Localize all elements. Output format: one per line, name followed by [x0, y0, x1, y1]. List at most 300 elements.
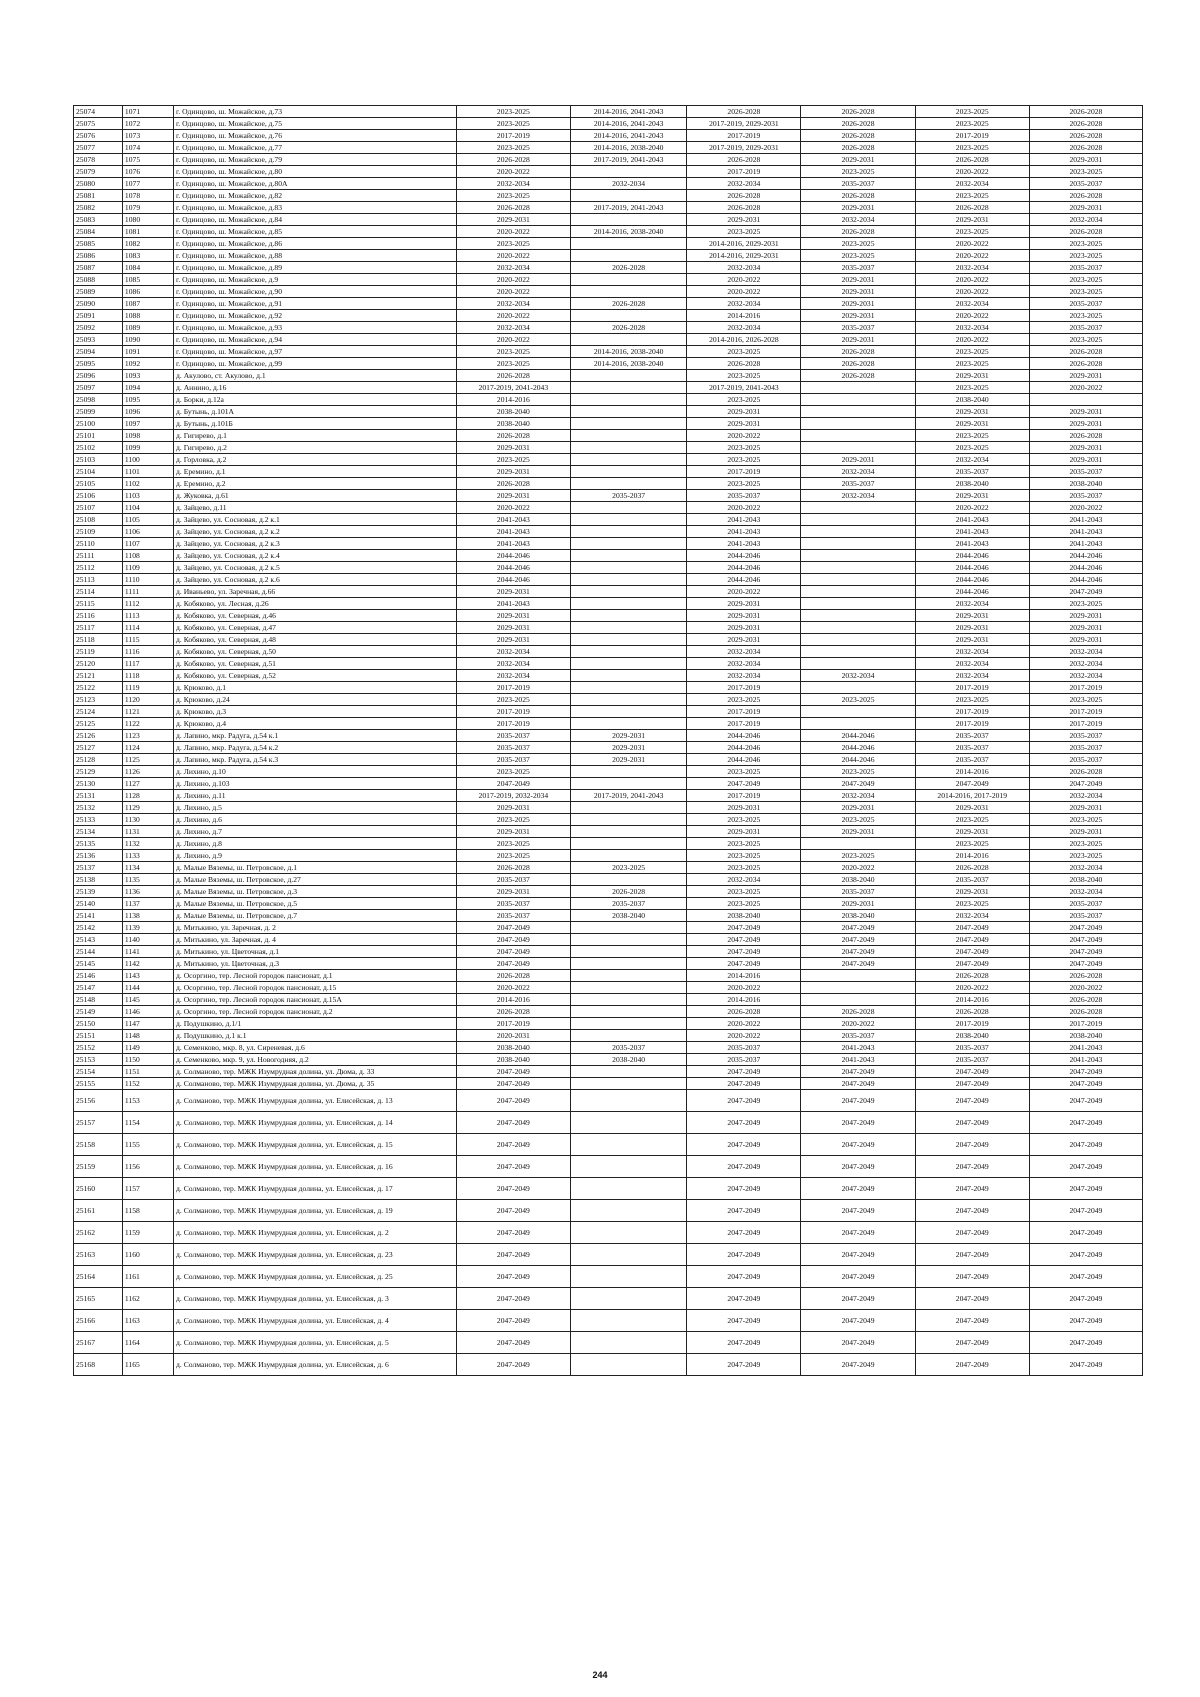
- period-cell-4: [801, 394, 915, 406]
- row-number-cell: 1140: [122, 934, 173, 946]
- period-cell-1: 2023-2025: [456, 766, 570, 778]
- table-row: [74, 1054, 1143, 1066]
- period-cell-2: 2038-2040: [570, 910, 686, 922]
- period-cell-5: 2047-2049: [915, 1178, 1029, 1200]
- period-cell-3: 2029-2031: [687, 826, 801, 838]
- row-id-cell: 25150: [74, 1018, 123, 1030]
- period-cell-5: 2017-2019: [915, 682, 1029, 694]
- period-cell-5: 2023-2025: [915, 838, 1029, 850]
- table-row: [74, 766, 1143, 778]
- period-cell-5: 2023-2025: [915, 106, 1029, 118]
- period-cell-2: [570, 706, 686, 718]
- row-id-cell: 25095: [74, 358, 123, 370]
- row-id-cell: 25108: [74, 514, 123, 526]
- period-cell-1: 2038-2040: [456, 406, 570, 418]
- period-cell-3: 2020-2022: [687, 286, 801, 298]
- table-row: [74, 910, 1143, 922]
- row-number-cell: 1095: [122, 394, 173, 406]
- row-number-cell: 1071: [122, 106, 173, 118]
- period-cell-2: [570, 1288, 686, 1310]
- period-cell-2: 2035-2037: [570, 898, 686, 910]
- address-cell: г. Одинцово, ш. Можайское, д.80А: [174, 178, 457, 190]
- period-cell-3: 2023-2025: [687, 454, 801, 466]
- address-cell: д. Крюково, д.3: [174, 706, 457, 718]
- period-cell-1: 2026-2028: [456, 478, 570, 490]
- address-cell: д. Кобяково, ул. Северная, д.51: [174, 658, 457, 670]
- row-number-cell: 1123: [122, 730, 173, 742]
- schedule-table: [73, 105, 1143, 1376]
- period-cell-1: 2035-2037: [456, 754, 570, 766]
- period-cell-3: 2020-2022: [687, 1030, 801, 1042]
- period-cell-3: 2047-2049: [687, 1156, 801, 1178]
- address-cell: д. Солманово, тер. МЖК Изумрудная долина, ул. Елисейская, д. 4: [174, 1310, 457, 1332]
- row-number-cell: 1138: [122, 910, 173, 922]
- period-cell-1: 2047-2049: [456, 1310, 570, 1332]
- period-cell-6: 2029-2031: [1029, 202, 1142, 214]
- period-cell-4: [801, 598, 915, 610]
- period-cell-2: 2017-2019, 2041-2043: [570, 202, 686, 214]
- period-cell-5: 2032-2034: [915, 298, 1029, 310]
- period-cell-3: 2014-2016, 2029-2031: [687, 250, 801, 262]
- period-cell-2: [570, 850, 686, 862]
- period-cell-3: 2035-2037: [687, 490, 801, 502]
- address-cell: г. Одинцово, ш. Можайское, д.91: [174, 298, 457, 310]
- period-cell-1: 2047-2049: [456, 1354, 570, 1376]
- address-cell: д. Зайцево, д.11: [174, 502, 457, 514]
- period-cell-2: [570, 526, 686, 538]
- table-row: [74, 670, 1143, 682]
- row-number-cell: 1116: [122, 646, 173, 658]
- row-id-cell: 25134: [74, 826, 123, 838]
- period-cell-6: 2026-2028: [1029, 226, 1142, 238]
- period-cell-4: 2029-2031: [801, 286, 915, 298]
- period-cell-2: [570, 1030, 686, 1042]
- address-cell: г. Одинцово, ш. Можайское, д.88: [174, 250, 457, 262]
- period-cell-6: [1029, 394, 1142, 406]
- period-cell-2: [570, 466, 686, 478]
- period-cell-5: 2047-2049: [915, 1354, 1029, 1376]
- period-cell-1: 2029-2031: [456, 622, 570, 634]
- row-id-cell: 25152: [74, 1042, 123, 1054]
- period-cell-6: 2047-2049: [1029, 1310, 1142, 1332]
- period-cell-2: [570, 442, 686, 454]
- period-cell-5: 2038-2040: [915, 394, 1029, 406]
- period-cell-3: 2020-2022: [687, 502, 801, 514]
- period-cell-5: 2029-2031: [915, 622, 1029, 634]
- table-row: [74, 622, 1143, 634]
- address-cell: д. Солманово, тер. МЖК Изумрудная долина, ул. Елисейская, д. 23: [174, 1244, 457, 1266]
- period-cell-1: 2032-2034: [456, 670, 570, 682]
- period-cell-3: 2032-2034: [687, 658, 801, 670]
- row-number-cell: 1115: [122, 634, 173, 646]
- period-cell-2: [570, 814, 686, 826]
- table-row: [74, 1090, 1143, 1112]
- address-cell: д. Подушкино, д.1 к.1: [174, 1030, 457, 1042]
- table-row: [74, 1112, 1143, 1134]
- table-row: [74, 358, 1143, 370]
- period-cell-1: 2047-2049: [456, 778, 570, 790]
- address-cell: д. Жуковка, д.61: [174, 490, 457, 502]
- period-cell-1: 2047-2049: [456, 1066, 570, 1078]
- period-cell-3: 2017-2019: [687, 682, 801, 694]
- row-number-cell: 1096: [122, 406, 173, 418]
- table-row: [74, 346, 1143, 358]
- period-cell-5: 2014-2016: [915, 994, 1029, 1006]
- row-number-cell: 1111: [122, 586, 173, 598]
- address-cell: д. Кобяково, ул. Северная, д.46: [174, 610, 457, 622]
- period-cell-2: 2023-2025: [570, 862, 686, 874]
- address-cell: д. Солманово, тер. МЖК Изумрудная долина, ул. Елисейская, д. 16: [174, 1156, 457, 1178]
- table-row: [74, 250, 1143, 262]
- period-cell-5: 2047-2049: [915, 922, 1029, 934]
- period-cell-5: 2047-2049: [915, 1112, 1029, 1134]
- period-cell-3: 2032-2034: [687, 178, 801, 190]
- period-cell-3: 2032-2034: [687, 646, 801, 658]
- address-cell: д. Солманово, тер. МЖК Изумрудная долина, ул. Елисейская, д. 25: [174, 1266, 457, 1288]
- period-cell-3: 2032-2034: [687, 262, 801, 274]
- row-number-cell: 1097: [122, 418, 173, 430]
- address-cell: д. Солманово, тер. МЖК Изумрудная долина, ул. Елисейская, д. 2: [174, 1222, 457, 1244]
- period-cell-4: 2023-2025: [801, 694, 915, 706]
- period-cell-4: [801, 550, 915, 562]
- period-cell-4: 2029-2031: [801, 274, 915, 286]
- row-id-cell: 25101: [74, 430, 123, 442]
- period-cell-5: 2026-2028: [915, 862, 1029, 874]
- period-cell-1: 2017-2019: [456, 130, 570, 142]
- period-cell-1: 2047-2049: [456, 1134, 570, 1156]
- table-row: [74, 502, 1143, 514]
- period-cell-2: [570, 802, 686, 814]
- row-number-cell: 1161: [122, 1266, 173, 1288]
- period-cell-1: 2047-2049: [456, 1178, 570, 1200]
- period-cell-6: 2047-2049: [1029, 778, 1142, 790]
- period-cell-6: 2047-2049: [1029, 946, 1142, 958]
- period-cell-1: 2020-2022: [456, 310, 570, 322]
- table-row: [74, 418, 1143, 430]
- period-cell-1: 2029-2031: [456, 214, 570, 226]
- period-cell-5: 2035-2037: [915, 1042, 1029, 1054]
- period-cell-6: 2032-2034: [1029, 646, 1142, 658]
- table-row: [74, 190, 1143, 202]
- period-cell-4: 2035-2037: [801, 478, 915, 490]
- period-cell-2: [570, 430, 686, 442]
- period-cell-6: 2023-2025: [1029, 694, 1142, 706]
- period-cell-5: 2047-2049: [915, 958, 1029, 970]
- period-cell-4: 2047-2049: [801, 1178, 915, 1200]
- period-cell-3: 2047-2049: [687, 1332, 801, 1354]
- row-id-cell: 25088: [74, 274, 123, 286]
- period-cell-4: 2047-2049: [801, 1156, 915, 1178]
- period-cell-1: 2047-2049: [456, 1222, 570, 1244]
- period-cell-4: 2047-2049: [801, 1310, 915, 1332]
- period-cell-2: [570, 574, 686, 586]
- period-cell-6: 2035-2037: [1029, 910, 1142, 922]
- period-cell-6: 2047-2049: [1029, 1090, 1142, 1112]
- period-cell-6: 2023-2025: [1029, 250, 1142, 262]
- period-cell-3: 2041-2043: [687, 514, 801, 526]
- row-id-cell: 25104: [74, 466, 123, 478]
- table-row: [74, 1288, 1143, 1310]
- row-id-cell: 25080: [74, 178, 123, 190]
- period-cell-2: 2035-2037: [570, 490, 686, 502]
- period-cell-5: 2029-2031: [915, 886, 1029, 898]
- table-row: [74, 898, 1143, 910]
- period-cell-2: [570, 310, 686, 322]
- row-number-cell: 1160: [122, 1244, 173, 1266]
- period-cell-6: 2038-2040: [1029, 874, 1142, 886]
- address-cell: д. Малые Вяземы, ш. Петровское, д.5: [174, 898, 457, 910]
- table-row: [74, 1310, 1143, 1332]
- period-cell-1: 2017-2019: [456, 682, 570, 694]
- table-row: [74, 874, 1143, 886]
- row-id-cell: 25089: [74, 286, 123, 298]
- schedule-table-body: [74, 106, 1143, 1376]
- address-cell: г. Одинцово, ш. Можайское, д.85: [174, 226, 457, 238]
- period-cell-6: 2029-2031: [1029, 418, 1142, 430]
- period-cell-3: 2047-2049: [687, 1078, 801, 1090]
- period-cell-6: 2047-2049: [1029, 1112, 1142, 1134]
- row-id-cell: 25146: [74, 970, 123, 982]
- period-cell-4: [801, 982, 915, 994]
- period-cell-4: 2026-2028: [801, 118, 915, 130]
- period-cell-1: 2032-2034: [456, 262, 570, 274]
- period-cell-1: 2020-2022: [456, 166, 570, 178]
- row-id-cell: 25093: [74, 334, 123, 346]
- period-cell-1: 2023-2025: [456, 190, 570, 202]
- period-cell-3: 2023-2025: [687, 850, 801, 862]
- period-cell-1: 2032-2034: [456, 298, 570, 310]
- period-cell-6: 2023-2025: [1029, 850, 1142, 862]
- period-cell-4: 2029-2031: [801, 334, 915, 346]
- row-number-cell: 1087: [122, 298, 173, 310]
- period-cell-1: 2023-2025: [456, 346, 570, 358]
- period-cell-2: [570, 718, 686, 730]
- address-cell: д. Зайцево, ул. Сосновая, д.2 к.1: [174, 514, 457, 526]
- period-cell-4: 2047-2049: [801, 1078, 915, 1090]
- table-row: [74, 970, 1143, 982]
- period-cell-2: 2026-2028: [570, 886, 686, 898]
- period-cell-6: 2029-2031: [1029, 442, 1142, 454]
- period-cell-5: 2023-2025: [915, 118, 1029, 130]
- period-cell-6: 2023-2025: [1029, 814, 1142, 826]
- row-id-cell: 25151: [74, 1030, 123, 1042]
- row-number-cell: 1128: [122, 790, 173, 802]
- period-cell-4: 2047-2049: [801, 1112, 915, 1134]
- row-id-cell: 25164: [74, 1266, 123, 1288]
- row-number-cell: 1082: [122, 238, 173, 250]
- address-cell: д. Осоргино, тер. Лесной городок пансионат, д.15А: [174, 994, 457, 1006]
- address-cell: д. Еремино, д.2: [174, 478, 457, 490]
- row-number-cell: 1122: [122, 718, 173, 730]
- period-cell-4: [801, 658, 915, 670]
- period-cell-1: 2047-2049: [456, 1288, 570, 1310]
- table-row: [74, 430, 1143, 442]
- address-cell: д. Бутынь, д.101Б: [174, 418, 457, 430]
- period-cell-3: 2020-2022: [687, 982, 801, 994]
- row-number-cell: 1099: [122, 442, 173, 454]
- period-cell-1: 2041-2043: [456, 514, 570, 526]
- table-row: [74, 778, 1143, 790]
- address-cell: д. Иваньево, ул. Заречная, д.66: [174, 586, 457, 598]
- period-cell-2: [570, 766, 686, 778]
- period-cell-2: [570, 334, 686, 346]
- period-cell-3: 2047-2049: [687, 1178, 801, 1200]
- address-cell: д. Солманово, тер. МЖК Изумрудная долина, ул. Елисейская, д. 14: [174, 1112, 457, 1134]
- period-cell-6: 2044-2046: [1029, 574, 1142, 586]
- period-cell-1: 2026-2028: [456, 1006, 570, 1018]
- row-id-cell: 25158: [74, 1134, 123, 1156]
- row-number-cell: 1143: [122, 970, 173, 982]
- period-cell-5: 2026-2028: [915, 1006, 1029, 1018]
- period-cell-6: 2035-2037: [1029, 298, 1142, 310]
- row-id-cell: 25119: [74, 646, 123, 658]
- period-cell-3: 2029-2031: [687, 610, 801, 622]
- row-number-cell: 1119: [122, 682, 173, 694]
- row-number-cell: 1145: [122, 994, 173, 1006]
- period-cell-6: 2047-2049: [1029, 1332, 1142, 1354]
- period-cell-5: 2047-2049: [915, 1134, 1029, 1156]
- period-cell-5: 2032-2034: [915, 646, 1029, 658]
- period-cell-5: 2026-2028: [915, 970, 1029, 982]
- row-id-cell: 25140: [74, 898, 123, 910]
- period-cell-5: 2023-2025: [915, 346, 1029, 358]
- period-cell-4: 2047-2049: [801, 922, 915, 934]
- period-cell-6: 2026-2028: [1029, 106, 1142, 118]
- table-row: [74, 1066, 1143, 1078]
- period-cell-2: [570, 550, 686, 562]
- period-cell-4: [801, 994, 915, 1006]
- period-cell-6: 2026-2028: [1029, 346, 1142, 358]
- address-cell: д. Солманово, тер. МЖК Изумрудная долина, ул. Елисейская, д. 3: [174, 1288, 457, 1310]
- period-cell-6: 2029-2031: [1029, 610, 1142, 622]
- period-cell-5: 2038-2040: [915, 1030, 1029, 1042]
- row-number-cell: 1077: [122, 178, 173, 190]
- period-cell-5: 2032-2034: [915, 178, 1029, 190]
- period-cell-4: [801, 970, 915, 982]
- row-id-cell: 25112: [74, 562, 123, 574]
- row-id-cell: 25096: [74, 370, 123, 382]
- row-id-cell: 25143: [74, 934, 123, 946]
- period-cell-6: 2035-2037: [1029, 730, 1142, 742]
- period-cell-4: 2035-2037: [801, 178, 915, 190]
- row-number-cell: 1132: [122, 838, 173, 850]
- period-cell-5: 2017-2019: [915, 1018, 1029, 1030]
- row-number-cell: 1154: [122, 1112, 173, 1134]
- table-row: [74, 1266, 1143, 1288]
- address-cell: д. Солманово, тер. МЖК Изумрудная долина, ул. Елисейская, д. 15: [174, 1134, 457, 1156]
- period-cell-1: 2023-2025: [456, 454, 570, 466]
- period-cell-4: 2038-2040: [801, 910, 915, 922]
- period-cell-1: 2032-2034: [456, 658, 570, 670]
- period-cell-5: 2035-2037: [915, 1054, 1029, 1066]
- period-cell-6: 2035-2037: [1029, 466, 1142, 478]
- period-cell-4: 2035-2037: [801, 262, 915, 274]
- row-number-cell: 1137: [122, 898, 173, 910]
- row-id-cell: 25107: [74, 502, 123, 514]
- period-cell-5: 2026-2028: [915, 202, 1029, 214]
- table-row: [74, 382, 1143, 394]
- period-cell-4: 2032-2034: [801, 214, 915, 226]
- row-id-cell: 25145: [74, 958, 123, 970]
- row-number-cell: 1130: [122, 814, 173, 826]
- address-cell: г. Одинцово, ш. Можайское, д.93: [174, 322, 457, 334]
- row-id-cell: 25106: [74, 490, 123, 502]
- period-cell-2: [570, 838, 686, 850]
- table-row: [74, 934, 1143, 946]
- address-cell: д. Лихино, д.6: [174, 814, 457, 826]
- table-row: [74, 706, 1143, 718]
- period-cell-6: 2047-2049: [1029, 1244, 1142, 1266]
- row-number-cell: 1081: [122, 226, 173, 238]
- period-cell-4: [801, 382, 915, 394]
- period-cell-4: [801, 562, 915, 574]
- row-number-cell: 1144: [122, 982, 173, 994]
- row-id-cell: 25139: [74, 886, 123, 898]
- address-cell: д. Кобяково, ул. Лесная, д.26: [174, 598, 457, 610]
- period-cell-3: 2017-2019: [687, 706, 801, 718]
- period-cell-1: 2023-2025: [456, 694, 570, 706]
- address-cell: д. Лихино, д.103: [174, 778, 457, 790]
- row-id-cell: 25144: [74, 946, 123, 958]
- period-cell-5: 2047-2049: [915, 934, 1029, 946]
- row-number-cell: 1151: [122, 1066, 173, 1078]
- row-id-cell: 25111: [74, 550, 123, 562]
- period-cell-3: 2029-2031: [687, 622, 801, 634]
- row-id-cell: 25153: [74, 1054, 123, 1066]
- period-cell-4: 2020-2022: [801, 862, 915, 874]
- period-cell-6: 2035-2037: [1029, 322, 1142, 334]
- address-cell: д. Малые Вяземы, ш. Петровское, д.1: [174, 862, 457, 874]
- table-row: [74, 610, 1143, 622]
- row-id-cell: 25098: [74, 394, 123, 406]
- address-cell: д. Малые Вяземы, ш. Петровское, д.7: [174, 910, 457, 922]
- row-id-cell: 25113: [74, 574, 123, 586]
- period-cell-2: [570, 934, 686, 946]
- row-id-cell: 25133: [74, 814, 123, 826]
- row-number-cell: 1118: [122, 670, 173, 682]
- period-cell-3: 2017-2019, 2041-2043: [687, 382, 801, 394]
- period-cell-5: 2020-2022: [915, 274, 1029, 286]
- period-cell-4: 2029-2031: [801, 310, 915, 322]
- period-cell-5: 2029-2031: [915, 826, 1029, 838]
- period-cell-3: 2047-2049: [687, 958, 801, 970]
- row-number-cell: 1092: [122, 358, 173, 370]
- address-cell: д. Лихино, д.10: [174, 766, 457, 778]
- row-number-cell: 1091: [122, 346, 173, 358]
- period-cell-4: 2029-2031: [801, 298, 915, 310]
- row-number-cell: 1078: [122, 190, 173, 202]
- address-cell: д. Аннино, д.16: [174, 382, 457, 394]
- period-cell-6: 2047-2049: [1029, 1066, 1142, 1078]
- address-cell: д. Борки, д.12а: [174, 394, 457, 406]
- table-row: [74, 1134, 1143, 1156]
- period-cell-1: 2035-2037: [456, 730, 570, 742]
- period-cell-1: 2047-2049: [456, 1156, 570, 1178]
- row-number-cell: 1133: [122, 850, 173, 862]
- period-cell-6: 2035-2037: [1029, 754, 1142, 766]
- period-cell-5: 2029-2031: [915, 490, 1029, 502]
- row-number-cell: 1136: [122, 886, 173, 898]
- period-cell-5: 2035-2037: [915, 742, 1029, 754]
- period-cell-6: 2023-2025: [1029, 838, 1142, 850]
- period-cell-6: 2029-2031: [1029, 370, 1142, 382]
- period-cell-1: 2047-2049: [456, 1244, 570, 1266]
- period-cell-5: 2023-2025: [915, 358, 1029, 370]
- address-cell: д. Зайцево, ул. Сосновая, д.2 к.4: [174, 550, 457, 562]
- period-cell-1: 2014-2016: [456, 394, 570, 406]
- period-cell-6: 2026-2028: [1029, 430, 1142, 442]
- period-cell-2: 2014-2016, 2038-2040: [570, 226, 686, 238]
